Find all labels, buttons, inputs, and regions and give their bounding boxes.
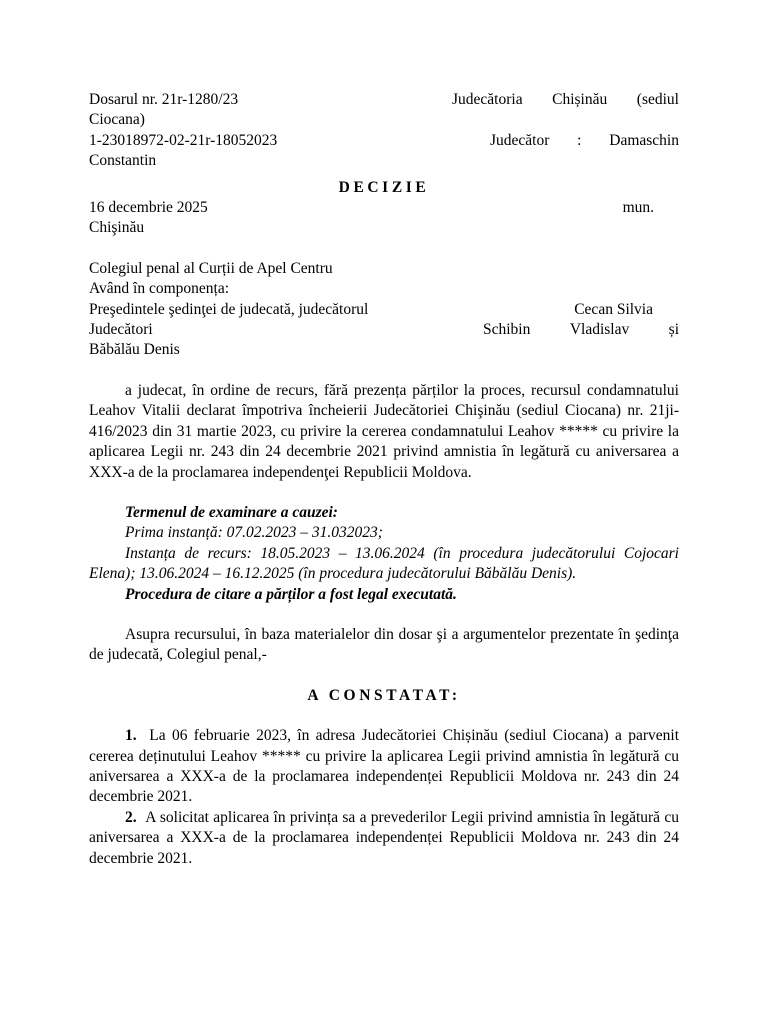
judge-name-continuation: Constantin bbox=[89, 152, 157, 170]
president-name: Cecan Silvia bbox=[574, 300, 653, 318]
terms-block bbox=[89, 503, 679, 544]
court-word: (sediul bbox=[636, 91, 679, 108]
header-row-2 bbox=[89, 131, 679, 151]
judge-label: Judecător bbox=[490, 131, 550, 149]
document-title: DECIZIE bbox=[338, 178, 430, 196]
item-text: La 06 februarie 2023, în adresa Judecătoriei Chișinău (sediul Ciocana) a parvenit cererea deținutului Leahov ***** cu privire la aplicarea Legii privind amnistia în legătură cu aniversarea a XXX-a de la proclamarea independenței Republicii Moldova nr. 243 din 24 decembrie 2021. bbox=[89, 727, 680, 806]
court-name-continuation: Ciocana) bbox=[89, 111, 145, 129]
terms-heading: Termenul de examinare a cauzei: bbox=[125, 503, 338, 521]
numbered-item bbox=[89, 726, 679, 808]
judges-line-2: Băbălău Denis bbox=[89, 341, 180, 359]
case-id: 1-23018972-02-21r-18052023 bbox=[89, 131, 278, 149]
item-number: 1. bbox=[125, 727, 137, 745]
judge-surname: Damaschin bbox=[609, 131, 679, 149]
court-word: Chișinău bbox=[552, 91, 608, 108]
date-place-row bbox=[89, 198, 679, 218]
judge-word: Schibin bbox=[483, 321, 531, 339]
item-number: 2. bbox=[125, 808, 137, 826]
panel-line-2: Având în componența: bbox=[89, 280, 230, 298]
court-word: Judecătoria bbox=[452, 91, 523, 108]
numbered-item bbox=[89, 808, 679, 869]
panel-line-1: Colegiul penal al Curții de Apel Centru bbox=[89, 259, 333, 277]
judge-spread bbox=[490, 131, 679, 151]
decision-date: 16 decembrie 2025 bbox=[89, 199, 208, 217]
court-name-spread bbox=[452, 90, 679, 110]
file-number: Dosarul nr. 21r-1280/23 bbox=[89, 91, 239, 108]
judges-names-spread bbox=[483, 320, 679, 340]
place-name: Chişinău bbox=[89, 219, 145, 237]
judges-label: Judecători bbox=[89, 321, 153, 339]
intro-paragraph: a judecat, în ordine de recurs, fără prezența părților la proces, recursul condamnatului Leahov Vitalii declarat împotriva încheierii Judecătoriei Chişinău (sediul Ciocana) nr. 21ji-416/2023 din 31 martie 2023, cu privire la cererea condamnatului Leahov ***** cu privire la aplicarea Legii nr. 243 din 24 decembrie 2021 privind amnistia în legătură cu aniversarea a XXX-a de la proclamarea independenţei Republicii Moldova. bbox=[89, 381, 679, 481]
judge-word: și bbox=[668, 321, 679, 339]
place-prefix: mun. bbox=[622, 199, 654, 217]
terms-appeal-instance: Instanța de recurs: 18.05.2023 – 13.06.2024 (în procedura judecătorului Cojocari Elena); 13.06.2024 – 16.12.2025 (în procedura judecătorului Băbălău Denis). bbox=[89, 544, 679, 583]
section-heading: A CONSTATAT: bbox=[307, 686, 461, 704]
president-row bbox=[89, 300, 679, 320]
item-text: A solicitat aplicarea în privința sa a prevederilor Legii privind amnistia în legătură cu aniversarea a XXX-a de la proclamarea independenței Republicii Moldova nr. 243 din 24 decembrie 2021. bbox=[89, 808, 680, 867]
judges-row bbox=[89, 320, 679, 340]
header-row-1 bbox=[89, 90, 679, 110]
decision-document bbox=[89, 90, 679, 869]
preamble-paragraph: Asupra recursului, în baza materialelor din dosar şi a argumentelor prezentate în şedinţa de judecată, Colegiul penal,- bbox=[89, 625, 679, 664]
judge-colon: : bbox=[577, 131, 582, 149]
terms-first-instance: Prima instanță: 07.02.2023 – 31.032023; bbox=[125, 524, 383, 542]
terms-citation: Procedura de citare a părților a fost legal executată. bbox=[125, 585, 457, 603]
judge-word: Vladislav bbox=[569, 321, 630, 339]
president-label: Preşedintele şedinţei de judecată, judecătorul bbox=[89, 300, 369, 318]
